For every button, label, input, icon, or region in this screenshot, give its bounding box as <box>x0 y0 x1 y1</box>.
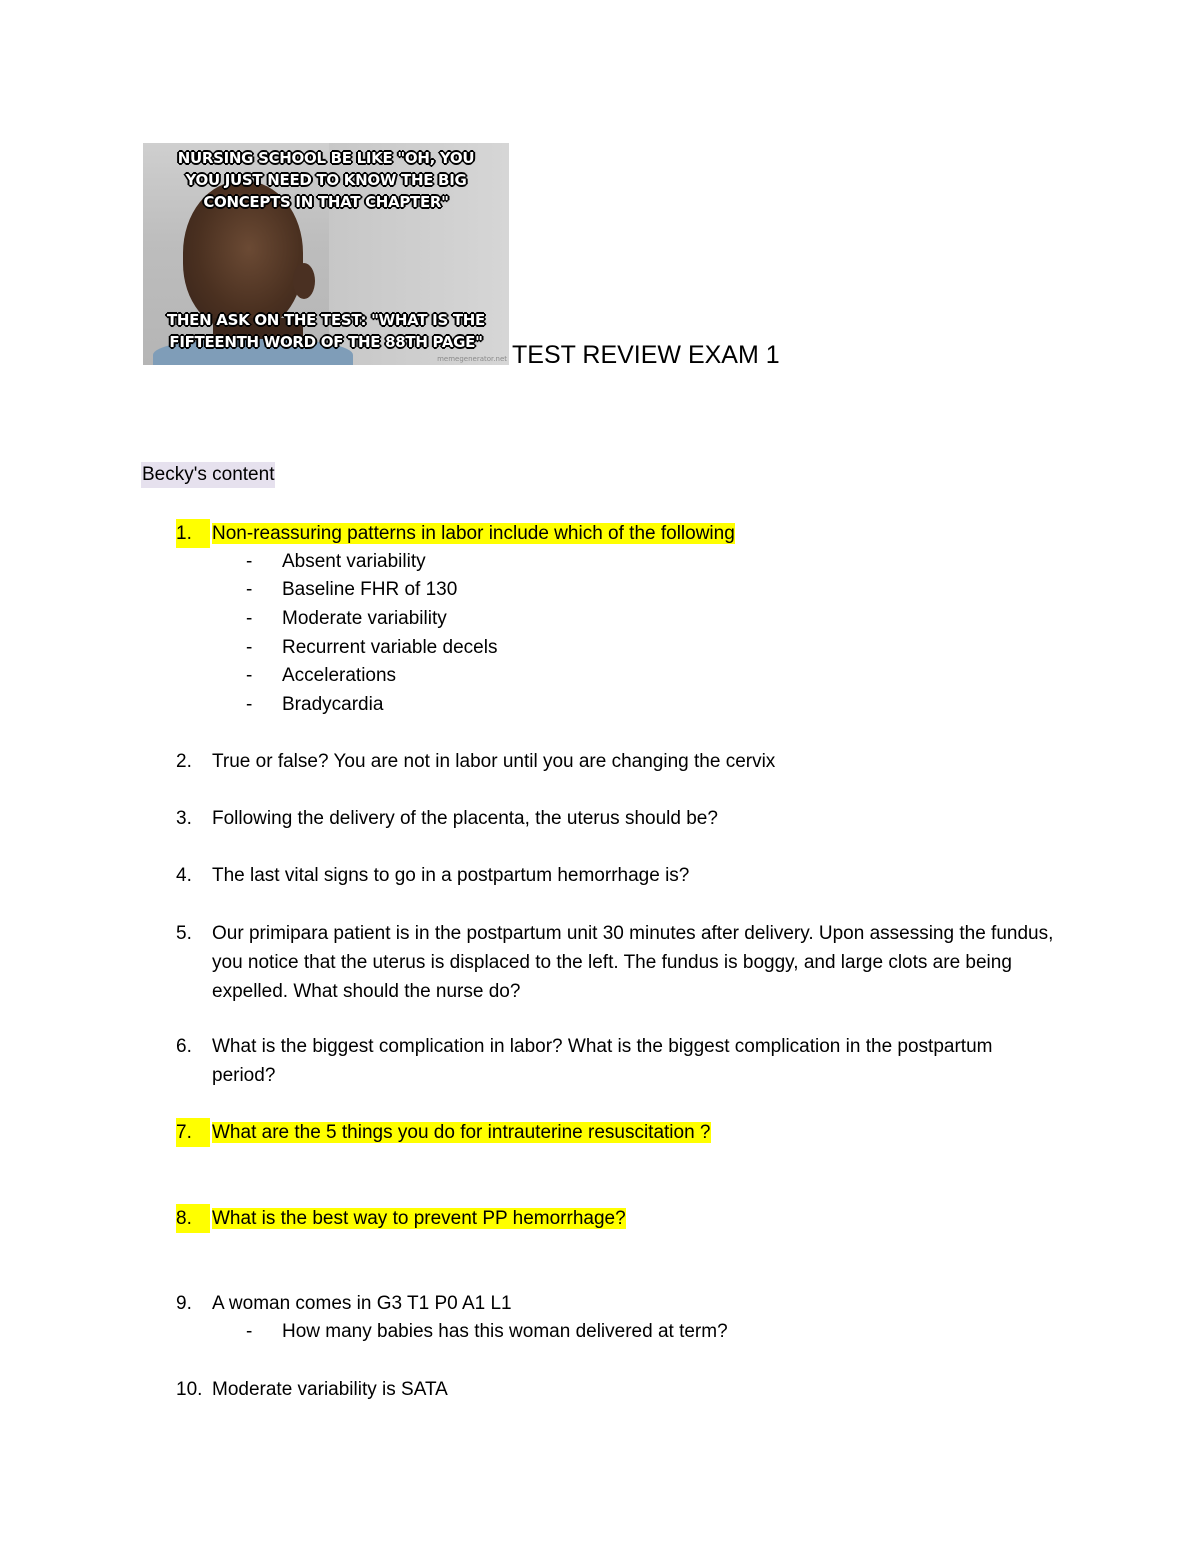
section-label: Becky's content <box>141 462 275 488</box>
option-text: Accelerations <box>282 665 397 686</box>
question-number: 4. <box>176 865 192 886</box>
bullet-dash: - <box>246 665 253 686</box>
bullet-dash: - <box>246 637 253 658</box>
meme-top-caption: NURSING SCHOOL BE LIKE "OH, YOU YOU JUST NEED TO KNOW THE BIG CONCEPTS IN THAT CHAPTER" <box>177 149 475 211</box>
option-text: Bradycardia <box>282 694 384 715</box>
option-text: Recurrent variable decels <box>282 637 498 658</box>
question-text: True or false? You are not in labor until you are changing the cervix <box>212 751 776 772</box>
question-number: 10. <box>176 1379 203 1400</box>
document-title: TEST REVIEW EXAM 1 <box>512 341 780 369</box>
question-number: 6. <box>176 1036 192 1057</box>
question-text: The last vital signs to go in a postpartum hemorrhage is? <box>212 865 690 886</box>
meme-watermark: memegenerator.net <box>437 355 507 363</box>
question-text: What is the best way to prevent PP hemorrhage? <box>212 1208 626 1229</box>
question-number: 7. <box>176 1118 210 1147</box>
option-text: How many babies has this woman delivered at term? <box>282 1321 728 1342</box>
bullet-dash: - <box>246 551 253 572</box>
question-number: 9. <box>176 1293 192 1314</box>
question-number: 2. <box>176 751 192 772</box>
question-text: A woman comes in G3 T1 P0 A1 L1 <box>212 1293 512 1314</box>
bullet-dash: - <box>246 1321 253 1342</box>
option-text: Baseline FHR of 130 <box>282 579 458 600</box>
bullet-dash: - <box>246 694 253 715</box>
question-text: Moderate variability is SATA <box>212 1379 448 1400</box>
question-number: 1. <box>176 519 210 548</box>
question-number: 3. <box>176 808 192 829</box>
option-text: Moderate variability <box>282 608 447 629</box>
meme-bottom-caption: THEN ASK ON THE TEST: "WHAT IS THE FIFTEENTH WORD OF THE 88TH PAGE" <box>166 311 485 351</box>
question-text: Our primipara patient is in the postpartum unit 30 minutes after delivery. Upon assessing the fundus, you notice that the uterus is displaced to the left. The fundus is boggy, and large clots are being expelled. What should the nurse do? <box>212 923 1054 1002</box>
question-number: 5. <box>176 923 192 944</box>
option-text: Absent variability <box>282 551 426 572</box>
question-text: Non-reassuring patterns in labor include which of the following <box>212 523 735 544</box>
meme-image <box>143 143 509 365</box>
question-text: What are the 5 things you do for intrauterine resuscitation ? <box>212 1122 711 1143</box>
question-text: Following the delivery of the placenta, the uterus should be? <box>212 808 718 829</box>
bullet-dash: - <box>246 579 253 600</box>
question-number: 8. <box>176 1204 210 1233</box>
question-text: What is the biggest complication in labor? What is the biggest complication in the postpartum period? <box>212 1036 993 1086</box>
bullet-dash: - <box>246 608 253 629</box>
meme-ear <box>293 263 315 299</box>
